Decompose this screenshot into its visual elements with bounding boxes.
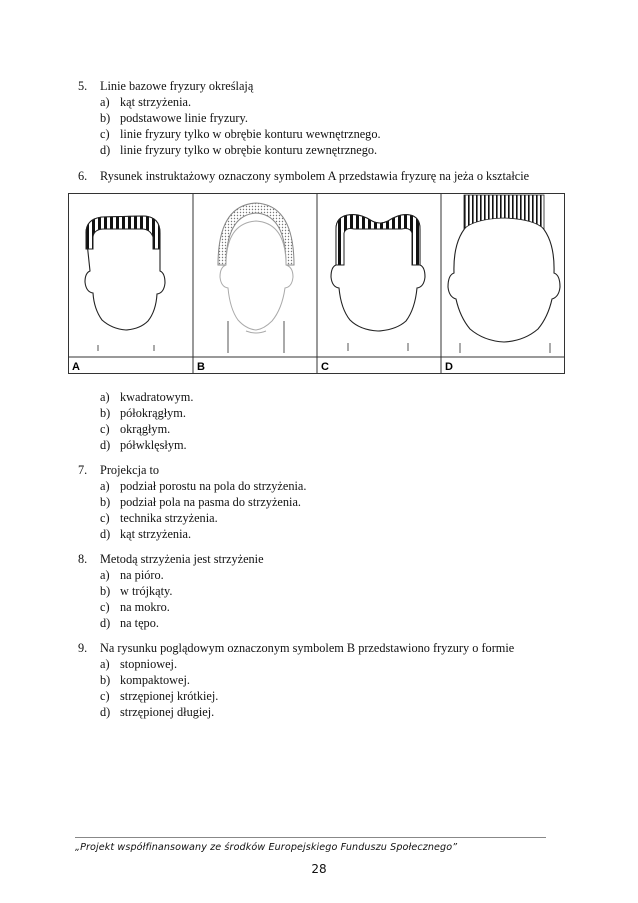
figure-label-a: A — [72, 361, 80, 373]
option-letter: d) — [100, 143, 111, 157]
option-letter: d) — [100, 438, 111, 452]
answer-option-c[interactable] — [100, 599, 578, 615]
question-stem: Metodą strzyżenia jest strzyżenie — [100, 552, 264, 566]
question-number: 8. — [78, 552, 88, 566]
option-text: technika strzyżenia. — [120, 511, 218, 525]
option-text: stopniowej. — [120, 657, 178, 671]
question-stem: Linie bazowe fryzury określają — [100, 79, 254, 93]
option-text: kąt strzyżenia. — [120, 527, 192, 541]
option-letter: b) — [100, 673, 111, 687]
answer-option-d[interactable] — [100, 704, 578, 720]
page-number: 28 — [311, 862, 327, 876]
option-text: okrągłym. — [120, 422, 171, 436]
option-letter: c) — [100, 511, 110, 525]
question-7 — [78, 462, 578, 542]
question-8 — [78, 551, 578, 631]
illustration-a — [85, 216, 165, 351]
option-letter: b) — [100, 406, 111, 420]
answer-option-d[interactable] — [100, 142, 578, 158]
answer-option-c[interactable] — [100, 510, 578, 526]
question-9 — [78, 640, 578, 720]
option-text: strzępionej długiej. — [120, 705, 215, 719]
option-text: podział porostu na pola do strzyżenia. — [120, 479, 307, 493]
answer-options — [100, 478, 578, 542]
question-number: 9. — [78, 641, 88, 655]
question-number: 6. — [78, 169, 88, 183]
option-letter: c) — [100, 689, 110, 703]
option-letter: a) — [100, 568, 110, 582]
footer-funding-note: „Projekt współfinansowany ze środków Europejskiego Funduszu Społecznego” — [75, 842, 458, 853]
answer-option-a[interactable] — [100, 389, 578, 405]
option-letter: b) — [100, 584, 111, 598]
option-text: kąt strzyżenia. — [120, 95, 192, 109]
option-text: półokrągłym. — [120, 406, 186, 420]
option-text: na mokro. — [120, 600, 170, 614]
illustration-b — [218, 203, 294, 353]
option-letter: c) — [100, 127, 110, 141]
option-text: podział pola na pasma do strzyżenia. — [120, 495, 301, 509]
figure-label-b: B — [197, 361, 205, 373]
answer-option-d[interactable] — [100, 615, 578, 631]
illustration-d — [448, 195, 560, 353]
answer-options — [100, 656, 578, 720]
question-6-options — [78, 389, 578, 453]
option-letter: a) — [100, 95, 110, 109]
option-letter: d) — [100, 705, 111, 719]
option-text: na tępo. — [120, 616, 159, 630]
answer-option-b[interactable] — [100, 405, 578, 421]
option-text: linie fryzury tylko w obrębie konturu zewnętrznego. — [120, 143, 378, 157]
answer-option-b[interactable] — [100, 110, 578, 126]
option-letter: b) — [100, 111, 111, 125]
question-number: 5. — [78, 79, 88, 93]
answer-options — [100, 389, 578, 453]
option-text: na pióro. — [120, 568, 164, 582]
question-stem: Rysunek instruktażowy oznaczony symbolem A przedstawia fryzurę na jeża o kształcie — [100, 169, 530, 183]
hairstyle-figure-table — [68, 193, 565, 374]
answer-option-d[interactable] — [100, 437, 578, 453]
option-letter: a) — [100, 479, 110, 493]
answer-option-b[interactable] — [100, 583, 578, 599]
question-stem: Na rysunku poglądowym oznaczonym symbolem B przedstawiono fryzury o formie — [100, 641, 515, 655]
answer-options — [100, 94, 578, 158]
option-letter: d) — [100, 527, 111, 541]
option-letter: c) — [100, 600, 110, 614]
question-number: 7. — [78, 463, 88, 477]
option-text: półwklęsłym. — [120, 438, 187, 452]
hairstyle-illustrations — [68, 193, 565, 374]
answer-option-b[interactable] — [100, 494, 578, 510]
figure-label-c: C — [321, 361, 329, 373]
option-text: kwadratowym. — [120, 390, 194, 404]
option-letter: a) — [100, 657, 110, 671]
answer-options — [100, 567, 578, 631]
option-text: kompaktowej. — [120, 673, 191, 687]
question-6 — [78, 168, 578, 184]
answer-option-c[interactable] — [100, 688, 578, 704]
answer-option-a[interactable] — [100, 478, 578, 494]
answer-option-d[interactable] — [100, 526, 578, 542]
figure-label-d: D — [445, 361, 453, 373]
option-letter: d) — [100, 616, 111, 630]
answer-option-a[interactable] — [100, 94, 578, 110]
option-text: linie fryzury tylko w obrębie konturu wewnętrznego. — [120, 127, 381, 141]
option-text: podstawowe linie fryzury. — [120, 111, 248, 125]
answer-option-b[interactable] — [100, 672, 578, 688]
option-letter: c) — [100, 422, 110, 436]
question-stem: Projekcja to — [100, 463, 160, 477]
option-text: w trójkąty. — [120, 584, 173, 598]
answer-option-a[interactable] — [100, 656, 578, 672]
option-text: strzępionej krótkiej. — [120, 689, 219, 703]
answer-option-c[interactable] — [100, 421, 578, 437]
illustration-c — [331, 215, 425, 351]
footer-divider — [75, 837, 546, 838]
option-letter: b) — [100, 495, 111, 509]
option-letter: a) — [100, 390, 110, 404]
answer-option-c[interactable] — [100, 126, 578, 142]
question-5 — [78, 78, 578, 158]
answer-option-a[interactable] — [100, 567, 578, 583]
